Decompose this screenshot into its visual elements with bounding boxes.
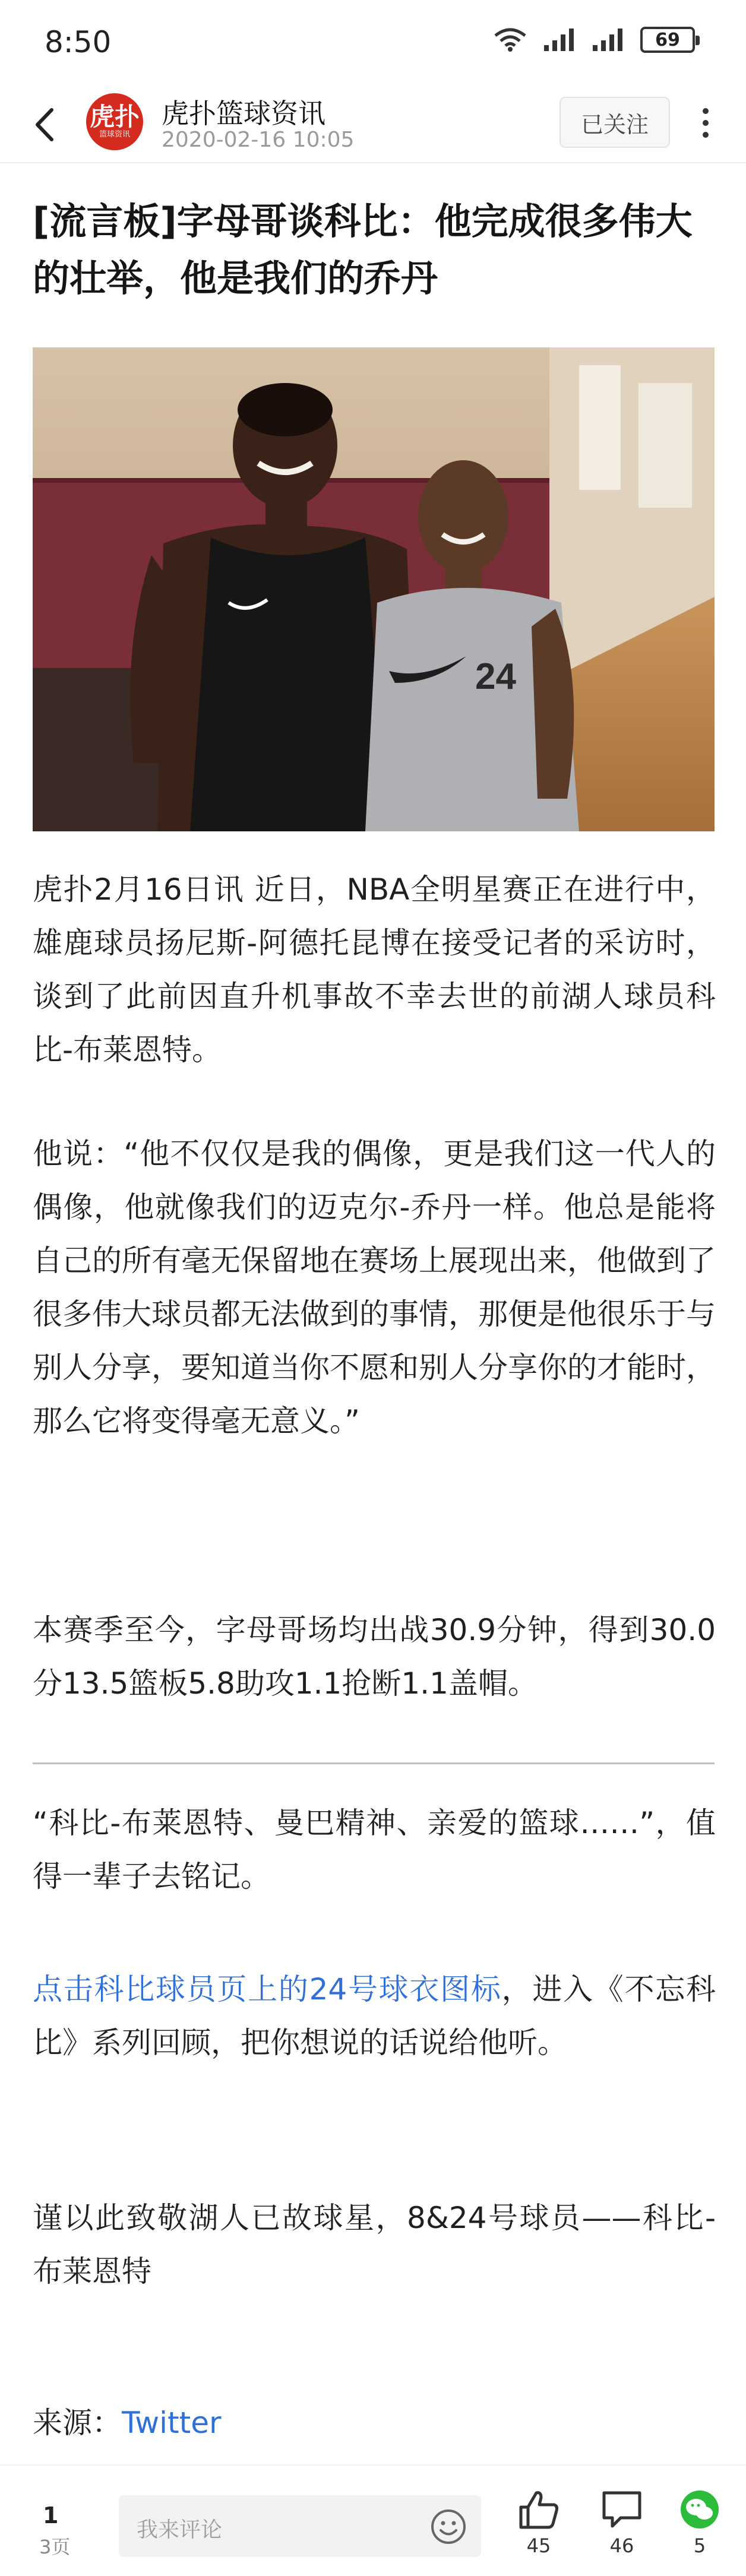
comment-placeholder: 我来评论 [137,2518,223,2542]
source-label: 来源： [33,2406,122,2440]
status-time: 8:50 [45,25,112,59]
content-divider [33,1762,715,1764]
follow-button[interactable]: 已关注 [560,97,670,148]
source-link[interactable]: Twitter [122,2406,222,2440]
like-button[interactable] [506,2489,571,2572]
article-paragraph: 本赛季至今，字母哥场均出战30.9分钟，得到30.0分13.5篮板5.8助攻1.1抢断1.1盖帽。 [33,1613,716,1701]
back-arrow-icon [34,107,55,142]
wechat-icon [679,2489,720,2530]
source-avatar[interactable] [86,93,143,150]
kobe-jersey-link[interactable]: 点击科比球员页上的24号球衣图标 [33,1972,502,2007]
total-pages[interactable]: 3页 [39,2536,71,2558]
back-button[interactable] [24,104,65,145]
avatar-logo-subtext: 篮球资讯 [99,130,130,139]
publish-time: 2020-02-16 10:05 [162,128,355,152]
signal-icon [543,27,576,52]
status-bar [0,0,746,86]
battery-icon [640,27,695,53]
like-count: 45 [526,2534,551,2557]
tribute-paragraph: 谨以此致敬湖人已故球星，8&24号球员——科比-布莱恩特 [33,2201,716,2289]
source-line [33,2396,716,2450]
bottom-action-bar [0,2464,746,2576]
comment-input[interactable] [119,2495,481,2557]
avatar-logo-text: 虎扑 [89,102,140,131]
link-suffix-text: ，进入《不忘科比》系列回顾，把你想说的话说给他听。 [33,1972,716,2060]
more-dot-icon [703,132,709,138]
source-name[interactable]: 虎扑篮球资讯 [162,97,325,129]
article-paragraph: 他说：“他不仅仅是我的偶像，更是我们这一代人的偶像，他就像我们的迈克尔-乔丹一样。他总是能将自己的所有毫无保留地在赛场上展现出来，他做到了很多伟大球员都无法做到的事情，那便是他很乐于与别人分享，要知道当你不愿和别人分享你的才能时，那么它将变得毫无意义。” [33,1137,716,1438]
article-paragraph: 虎扑2月16日讯 近日，NBA全明星赛正在进行中，雄鹿球员扬尼斯-阿德托昆博在接受记者的采访时，谈到了此前因直升机事故不幸去世的前湖人球员科比-布莱恩特。 [33,872,716,1067]
article-photo[interactable] [33,347,715,831]
article-title: [流言板]字母哥谈科比：他完成很多伟大的壮举，他是我们的乔丹 [33,200,693,300]
jersey-number: 24 [475,656,516,697]
more-dot-icon [703,120,709,126]
emoji-icon[interactable] [430,2508,467,2545]
article-header [0,86,746,163]
wechat-share-button[interactable] [670,2489,729,2572]
signal-icon-2 [592,27,625,52]
more-options-button[interactable] [689,99,722,147]
more-dot-icon [703,108,709,114]
battery-level: 69 [655,29,680,50]
players-photo [33,347,715,831]
comment-bubble-icon [600,2489,643,2530]
status-icons [493,27,695,53]
share-count: 5 [693,2534,706,2557]
comment-count: 46 [609,2534,634,2557]
comments-button[interactable] [589,2489,655,2572]
thumbs-up-icon [517,2489,560,2530]
link-paragraph [33,1963,716,2069]
quote-paragraph: “科比-布莱恩特、曼巴精神、亲爱的篮球……”，值得一辈子去铭记。 [33,1806,716,1894]
current-page[interactable]: 1 [43,2502,59,2528]
wifi-icon [493,27,527,52]
